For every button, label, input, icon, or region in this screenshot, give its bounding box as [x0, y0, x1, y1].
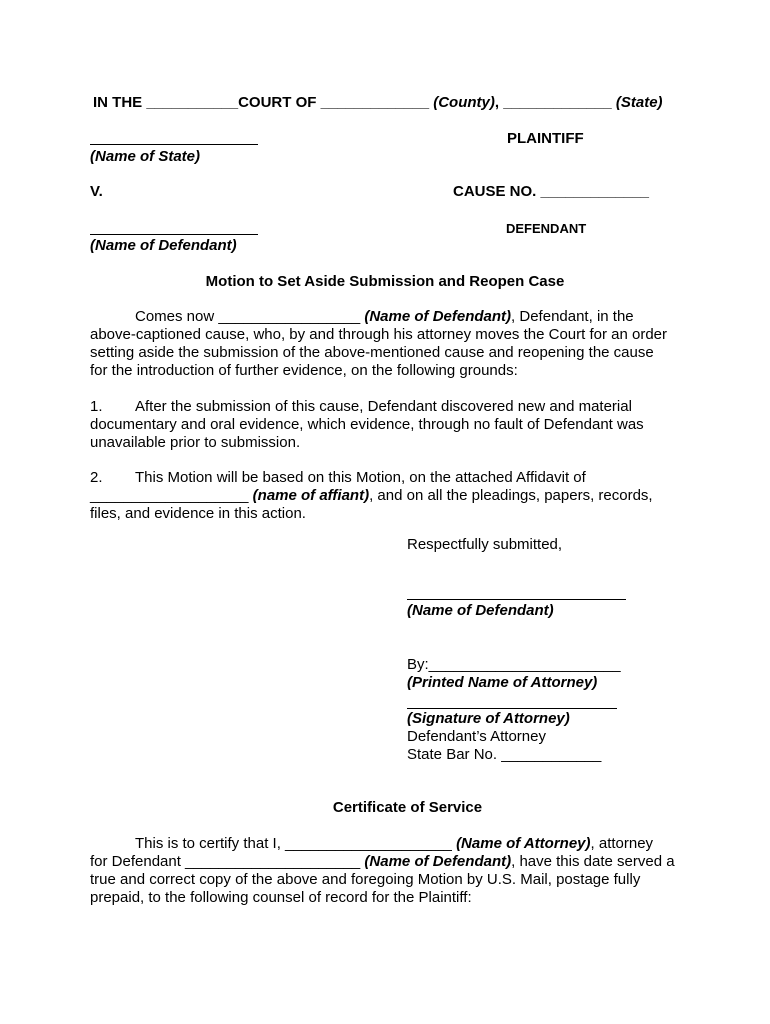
affiant-blank: ___________________ [90, 487, 253, 504]
intro-line-2: above-captioned cause, who, by and through his attorney moves the Court for an order [90, 326, 668, 343]
state-name-line [90, 144, 258, 145]
signature-of-attorney: (Signature of Attorney) [407, 710, 570, 727]
intro-text-end: , Defendant, in the [511, 308, 634, 325]
intro-text: Comes now _________________ [135, 308, 365, 325]
in-the-court-of: IN THE ___________COURT OF [93, 94, 317, 111]
attorney-signature-line [407, 708, 617, 709]
certificate-attorney-name: (Name of Attorney) [456, 835, 591, 852]
ground-1-line-1: After the submission of this cause, Defendant discovered new and material [135, 398, 632, 415]
certificate-line-1 [135, 835, 653, 853]
ground-1-line-2: documentary and oral evidence, which evidence, through no fault of Defendant was [90, 416, 644, 433]
certificate-defendant-name: (Name of Defendant) [364, 853, 512, 870]
defendant-label: DEFENDANT [506, 221, 587, 236]
certificate-text-2: for Defendant _____________________ [90, 853, 365, 870]
motion-title: Motion to Set Aside Submission and Reopen Case [205, 273, 565, 290]
court-heading [93, 94, 663, 112]
state-label: (State) [615, 94, 663, 111]
name-of-state: (Name of State) [90, 148, 201, 165]
certificate-text-2-end: , have this date served a [511, 853, 675, 870]
ground-1-line-3: unavailable prior to submission. [90, 434, 301, 451]
defendants-attorney: Defendant’s Attorney [407, 728, 546, 745]
heading-comma: , [494, 94, 504, 111]
certificate-line-4: prepaid, to the following counsel of record for the Plaintiff: [90, 889, 472, 906]
certificate-line-3: true and correct copy of the above and foregoing Motion by U.S. Mail, postage fully [90, 871, 641, 888]
certificate-text: This is to certify that I, ____________________ [135, 835, 457, 852]
county-label: (County) [433, 94, 495, 111]
intro-line-4: for the introduction of further evidence, on the following grounds: [90, 362, 518, 379]
ground-2-line-3: files, and evidence in this action. [90, 505, 306, 522]
state-blank: _____________ [503, 94, 616, 111]
ground-2-number: 2. [90, 469, 103, 486]
ground-1-number: 1. [90, 398, 103, 415]
ground-2-line-2 [90, 487, 653, 505]
certificate-title: Certificate of Service [332, 799, 483, 816]
certificate-text-end: , attorney [590, 835, 654, 852]
name-of-defendant: (Name of Defendant) [90, 237, 237, 254]
defendant-name-line [90, 234, 258, 235]
ground-2-text: , and on all the pleadings, papers, records, [369, 487, 653, 504]
certificate-line-2 [90, 853, 675, 871]
signature-defendant-name: (Name of Defendant) [407, 602, 554, 619]
ground-2-line-1: This Motion will be based on this Motion, on the attached Affidavit of [135, 469, 586, 486]
county-blank: _____________ [316, 94, 434, 111]
intro-line-1 [135, 308, 634, 326]
intro-line-3: setting aside the submission of the above-mentioned cause and reopening the cause [90, 344, 654, 361]
affiant-name: (name of affiant) [252, 487, 370, 504]
plaintiff-label: PLAINTIFF [507, 130, 584, 147]
cause-number: CAUSE NO. _____________ [453, 183, 649, 200]
defendant-signature-line [407, 599, 626, 600]
printed-name-of-attorney: (Printed Name of Attorney) [407, 674, 598, 691]
state-bar-number: State Bar No. ____________ [407, 746, 602, 763]
respectfully-submitted: Respectfully submitted, [407, 536, 563, 553]
intro-defendant-name: (Name of Defendant) [364, 308, 512, 325]
by-line: By:_______________________ [407, 656, 621, 673]
versus-label: V. [90, 183, 103, 200]
